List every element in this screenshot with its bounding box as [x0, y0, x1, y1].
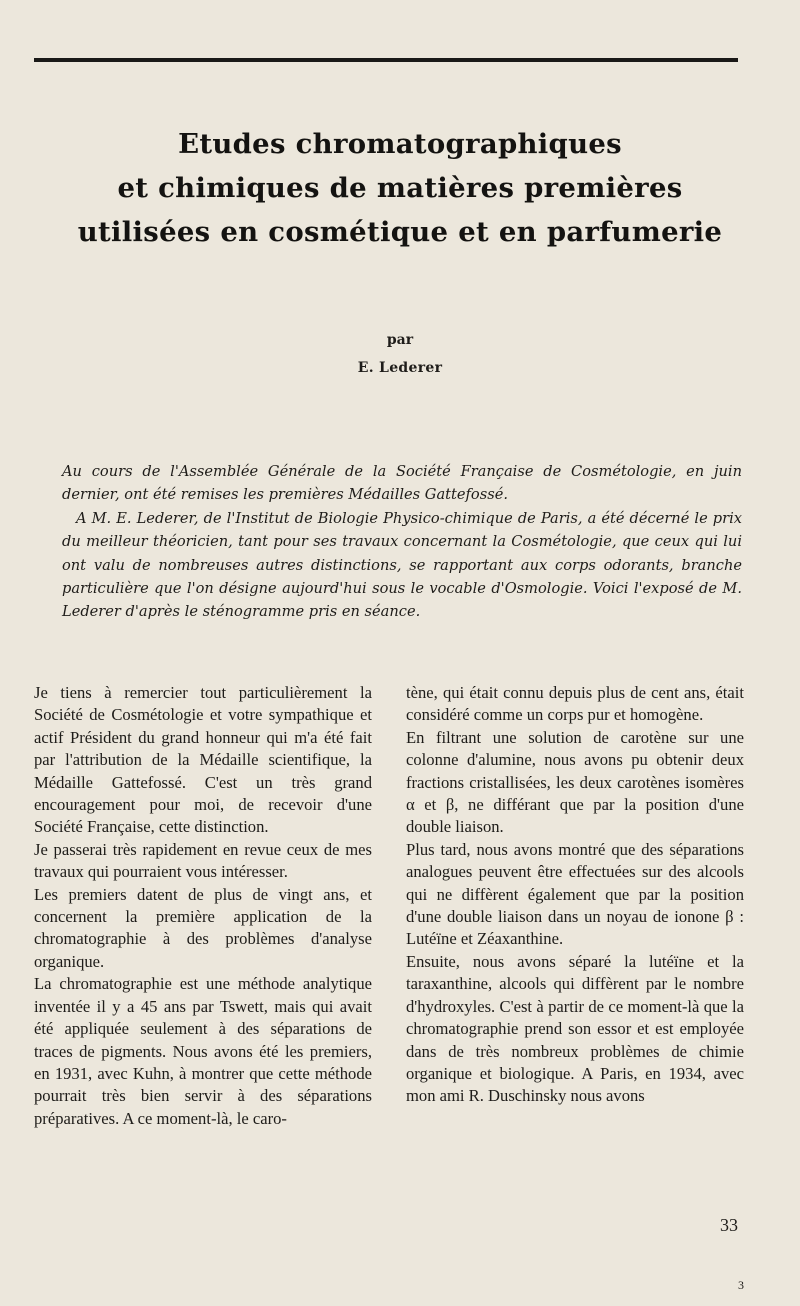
title-line-2: et chimiques de matières premières	[117, 172, 683, 204]
body-column-left	[34, 682, 372, 1130]
body-paragraph: Je passerai très rapidement en revue ceux de mes travaux qui pourraient vous intéresser.	[34, 839, 372, 882]
intro-paragraph-1: Au cours de l'Assemblée Générale de la Société Française de Cosmétologie, en juin dernier, ont été remises les premières Médailles Gattefossé.	[62, 463, 742, 504]
article-title	[0, 122, 800, 254]
body-paragraph: Les premiers datent de plus de vingt ans, et concernent la première application de la chromatographie à des problèmes d'analyse organique.	[34, 884, 372, 971]
body-paragraph: En filtrant une solution de carotène sur une colonne d'alumine, nous avons pu obtenir deux fractions cristallisées, les deux carotènes isomères α et β, ne différant que par la position d'une double liaison.	[406, 727, 744, 837]
body-column-right	[406, 682, 744, 1108]
body-paragraph: Plus tard, nous avons montré que des séparations analogues peuvent être effectuées sur des alcools qui ne diffèrent également que par la position d'une double liaison dans un noyau de ionone β : Lutéïne et Zéaxanthine.	[406, 839, 744, 949]
body-paragraph: tène, qui était connu depuis plus de cent ans, était considéré comme un corps pur et homogène.	[406, 683, 744, 725]
title-line-3: utilisées en cosmétique et en parfumerie	[77, 216, 723, 248]
title-line-1: Etudes chromatographiques	[178, 128, 622, 160]
by-label: par	[386, 332, 414, 348]
header-rule	[34, 58, 738, 62]
page-number: 33	[720, 1215, 738, 1235]
body-paragraph: Ensuite, nous avons séparé la lutéïne et la taraxanthine, alcools qui diffèrent par le nombre d'hydroxyles. C'est à partir de ce moment-là que la chromatographie prend son essor et est employée dans de très nombreux problèmes de chimie organique et biologique. A Paris, en 1934, avec mon ami R. Duschinsky nous avons	[406, 951, 744, 1106]
intro-paragraph-2: A M. E. Lederer, de l'Institut de Biologie Physico-chimique de Paris, a été décerné le prix du meilleur théoricien, tant pour ses travaux concernant la Cosmétologie, que ceux qui lui ont valu de nombreuses autres distinctions, se rapportant aux corps odorants, branche particulière que l'on désigne aujourd'hui sous le vocable d'Osmologie. Voici l'exposé de M. Lederer d'après le sténogramme pris en séance.	[62, 509, 742, 621]
page-mark: 3	[738, 1278, 744, 1292]
body-paragraph: Je tiens à remercier tout particulièrement la Société de Cosmétologie et votre sympathique et actif Président du grand honneur qui m'a été fait par l'attribution de la Médaille scientifique, la Médaille Gattefossé. C'est un très grand encouragement pour moi, de recevoir d'une Société Française, cette distinction.	[34, 683, 372, 837]
author-name: E. Lederer	[357, 360, 443, 376]
body-paragraph: La chromatographie est une méthode analytique inventée il y a 45 ans par Tswett, mais qui avait été appliquée seulement à des séparations de traces de pigments. Nous avons été les premiers, en 1931, avec Kuhn, à montrer que cette méthode pourrait très bien servir à des séparations préparatives. A ce moment-là, le caro-	[34, 974, 372, 1128]
intro-block	[62, 460, 742, 624]
